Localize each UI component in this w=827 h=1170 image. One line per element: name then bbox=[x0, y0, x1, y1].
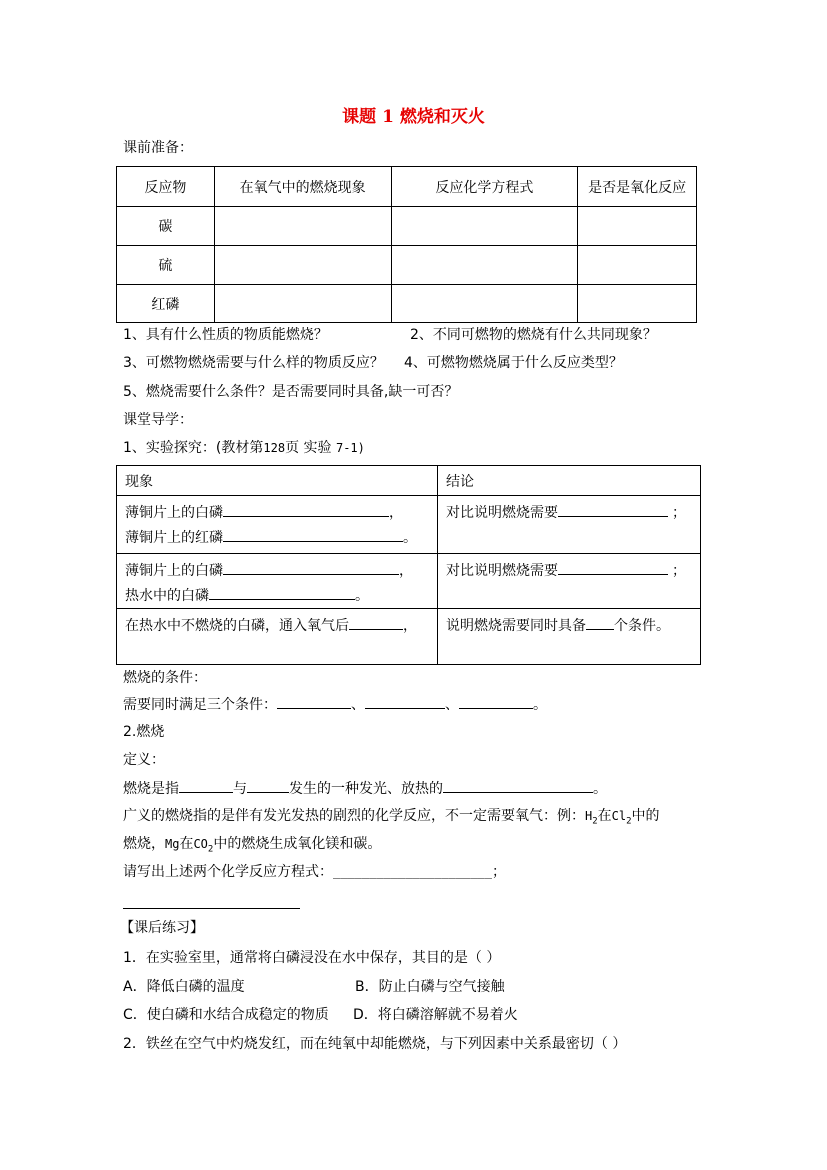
blank-def-3[interactable] bbox=[443, 778, 593, 793]
col-phenomenon: 现象 bbox=[117, 466, 438, 496]
write-text: 请写出上述两个化学反应方程式： bbox=[123, 864, 333, 880]
broad-text-3: 中的 bbox=[631, 808, 660, 824]
experiment-page: 128 bbox=[263, 441, 286, 455]
blank-r1a[interactable] bbox=[223, 502, 389, 517]
table-cell[interactable] bbox=[391, 207, 578, 246]
blank-cond-2[interactable] bbox=[365, 694, 445, 709]
prep-heading: 课前准备： bbox=[123, 140, 193, 156]
formula-h2: $H_2$ bbox=[585, 809, 598, 827]
r3-conclusion-pre: 说明燃烧需要同时具备 bbox=[446, 618, 586, 634]
reaction-table bbox=[116, 166, 697, 323]
table-cell[interactable] bbox=[214, 285, 391, 323]
row-carbon: 碳 bbox=[117, 207, 215, 246]
r3-oxygen: 在热水中不燃烧的白磷，通入氧气后 bbox=[125, 618, 349, 634]
exercise-q1-option-b[interactable]: B．防止白磷与空气接触 bbox=[355, 979, 505, 995]
question-5: 5、燃烧需要什么条件？是否需要同时具备,缺一可否？ bbox=[123, 384, 459, 400]
formula-co2: $CO_2$ bbox=[193, 837, 214, 855]
header-phenomenon: 在氧气中的燃烧现象 bbox=[214, 167, 391, 207]
table-cell[interactable] bbox=[214, 246, 391, 285]
experiment-ref: 页 实验 bbox=[285, 440, 336, 456]
exercise-q1-option-a[interactable]: A．降低白磷的温度 bbox=[123, 979, 245, 995]
r2-conclusion: 对比说明燃烧需要 bbox=[446, 563, 558, 579]
r2-hot-water-p: 热水中的白磷 bbox=[125, 588, 209, 604]
definition-line: 燃烧是指 与 发生的一种发光、放热的 。 bbox=[123, 778, 607, 799]
write-equations bbox=[123, 862, 506, 882]
experiment-id: 7-1) bbox=[335, 441, 365, 455]
exercise-q1-option-c[interactable]: C．使白磷和水结合成稳定的物质 bbox=[123, 1007, 329, 1023]
experiment-table: 现象 结论 薄铜片上的白磷 ， 薄铜片上的红磷 。 对比说明燃烧需要 ； 薄铜片上的白磷 ， 热水中的白磷 。 对比说明燃烧需要 ； 在热水中不燃烧的白磷，通入氧气后 ， 说明燃烧需要同时具备 个条件。 bbox=[116, 465, 701, 665]
definition-heading: 定义： bbox=[123, 752, 165, 768]
experiment-book: (教材第 bbox=[215, 440, 264, 456]
definition-a: 燃烧是指 bbox=[123, 781, 179, 797]
r1-conclusion: 对比说明燃烧需要 bbox=[446, 505, 558, 521]
col-conclusion: 结论 bbox=[438, 466, 701, 496]
header-equation: 反应化学方程式 bbox=[391, 167, 578, 207]
experiment-label: 1、实验探究： bbox=[123, 440, 216, 456]
formula-mg: Mg bbox=[165, 837, 180, 851]
exercise-q1-option-d[interactable]: D．将白磷溶解就不易着火 bbox=[353, 1007, 518, 1023]
blank-cond-1[interactable] bbox=[277, 694, 351, 709]
definition-c: 发生的一种发光、放热的 bbox=[289, 781, 443, 797]
formula-cl2: $Cl_2$ bbox=[611, 809, 632, 827]
question-1: 1、具有什么性质的物质能燃烧？ bbox=[123, 327, 328, 343]
blank-r1c[interactable] bbox=[558, 502, 668, 517]
table-cell[interactable] bbox=[578, 285, 697, 323]
table-cell[interactable] bbox=[391, 246, 578, 285]
write-blank[interactable]: ______________________ bbox=[333, 865, 492, 879]
broad-text-5: 在 bbox=[179, 836, 194, 852]
exercise-q2: 2．铁丝在空气中灼烧发红，而在纯氧中却能燃烧，与下列因素中关系最密切（ ） bbox=[123, 1036, 627, 1052]
burn-heading: 2.燃烧 bbox=[123, 724, 165, 740]
question-2: 2、不同可燃物的燃烧有什么共同现象？ bbox=[410, 327, 657, 343]
guide-heading: 课堂导学： bbox=[123, 412, 193, 428]
broad-text-2: 在 bbox=[597, 808, 612, 824]
broad-line-2 bbox=[123, 834, 381, 859]
exercise-heading: 【课后练习】 bbox=[120, 920, 204, 936]
table-cell[interactable] bbox=[578, 246, 697, 285]
r1-white-p: 薄铜片上的白磷 bbox=[125, 505, 223, 521]
broad-text-6: 中的燃烧生成氧化镁和碳。 bbox=[213, 836, 382, 852]
blank-def-2[interactable] bbox=[247, 778, 289, 793]
blank-r1b[interactable] bbox=[223, 527, 403, 542]
header-reactant: 反应物 bbox=[117, 167, 215, 207]
blank-r2c[interactable] bbox=[558, 560, 668, 575]
broad-text-4: 燃烧， bbox=[123, 836, 165, 852]
definition-b: 与 bbox=[233, 781, 247, 797]
header-oxidation: 是否是氧化反应 bbox=[578, 167, 697, 207]
r3-conclusion-post: 个条件。 bbox=[614, 618, 670, 634]
blank-r3a[interactable] bbox=[349, 615, 403, 630]
blank-def-1[interactable] bbox=[179, 778, 233, 793]
answer-line[interactable] bbox=[123, 908, 300, 909]
broad-text-1: 广义的燃烧指的是伴有发光发热的剧烈的化学反应，不一定需要氧气：例： bbox=[123, 808, 585, 824]
question-4: 4、可燃物燃烧属于什么反应类型？ bbox=[404, 355, 623, 371]
row-red-phosphorus: 红磷 bbox=[117, 285, 215, 323]
broad-line-1 bbox=[123, 806, 660, 831]
blank-r3c[interactable] bbox=[586, 615, 614, 630]
exercise-q1: 1．在实验室里，通常将白磷浸没在水中保存，其目的是（ ） bbox=[123, 950, 501, 966]
r1-red-p: 薄铜片上的红磷 bbox=[125, 530, 223, 546]
table-cell[interactable] bbox=[578, 207, 697, 246]
question-3: 3、可燃物燃烧需要与什么样的物质反应？ bbox=[123, 355, 384, 371]
write-semicolon: ； bbox=[491, 864, 506, 880]
conditions-line: 需要同时满足三个条件： 、 、 。 bbox=[123, 694, 547, 715]
table-cell[interactable] bbox=[391, 285, 578, 323]
table-cell[interactable] bbox=[214, 207, 391, 246]
page-title: 课题 1 燃烧和灭火 bbox=[342, 107, 485, 127]
conditions-text: 需要同时满足三个条件： bbox=[123, 697, 277, 713]
row-sulfur: 硫 bbox=[117, 246, 215, 285]
blank-r2b[interactable] bbox=[209, 585, 355, 600]
conditions-heading: 燃烧的条件： bbox=[123, 670, 207, 686]
experiment-title bbox=[123, 438, 365, 458]
blank-cond-3[interactable] bbox=[459, 694, 533, 709]
r2-white-p: 薄铜片上的白磷 bbox=[125, 563, 223, 579]
blank-r2a[interactable] bbox=[223, 560, 399, 575]
